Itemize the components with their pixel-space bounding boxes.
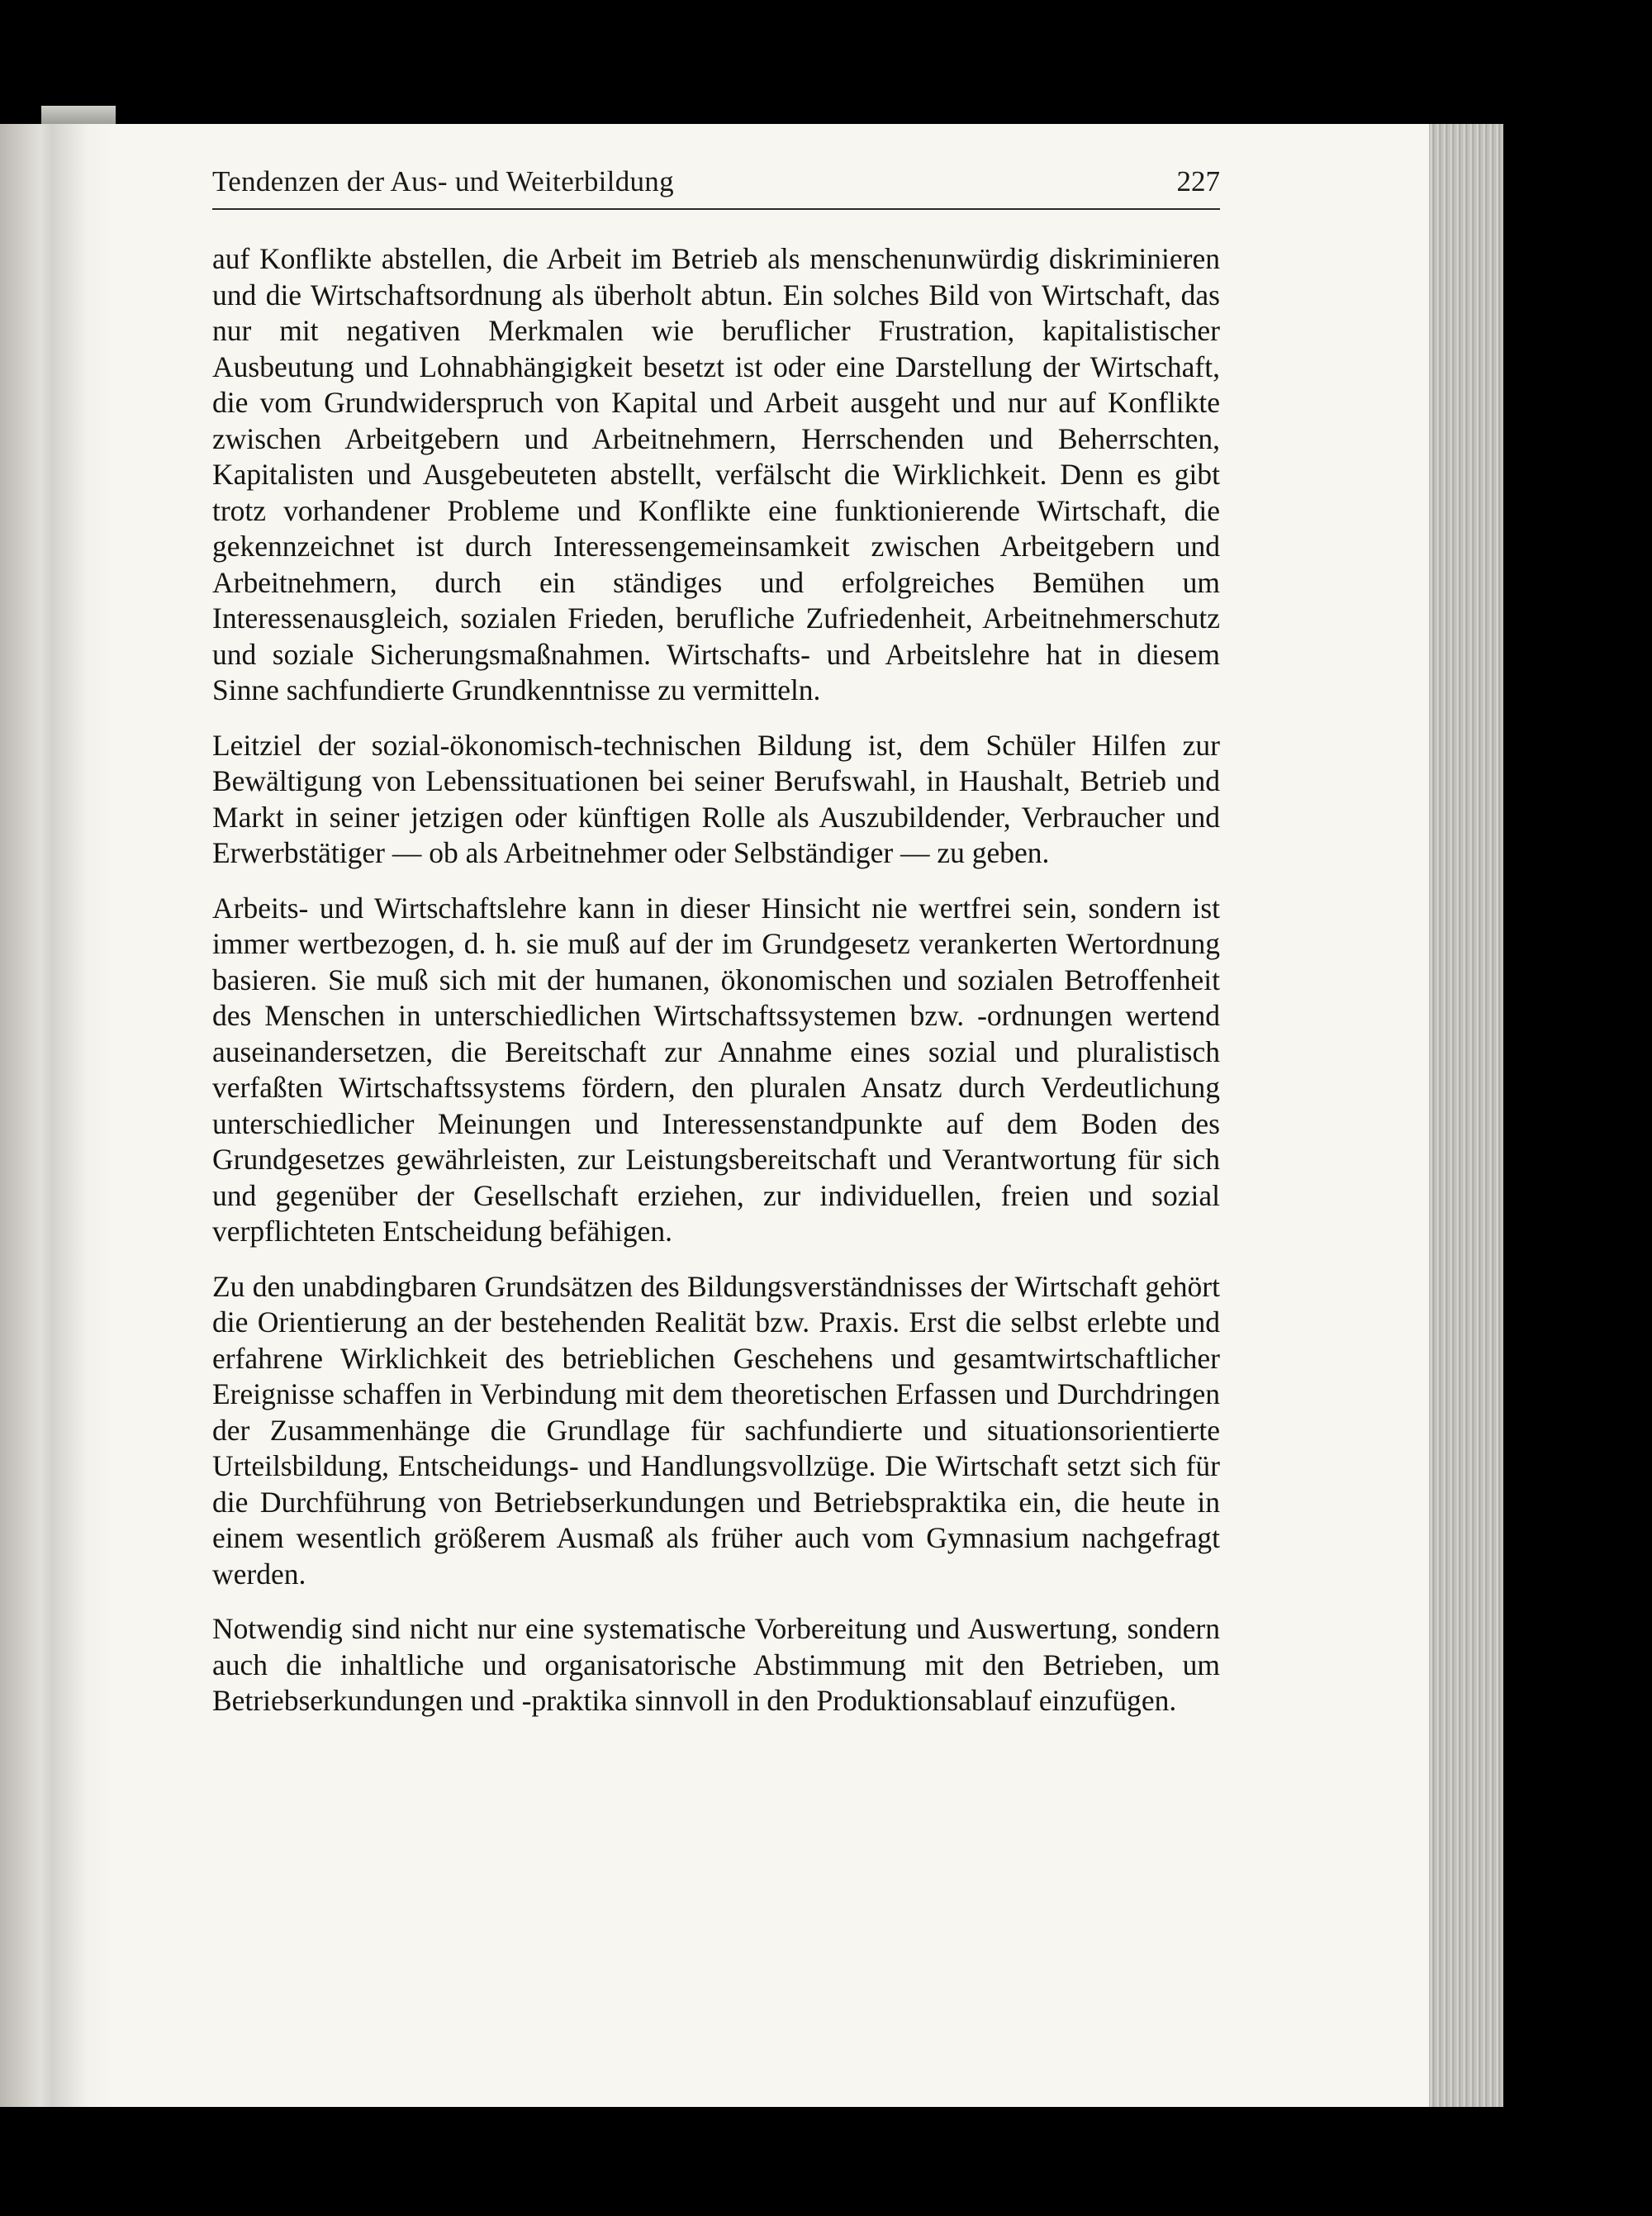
- paragraph-5: Notwendig sind nicht nur eine systematische Vorbereitung und Auswertung, sondern auch die inhaltliche und organisatorische Abstimmung mit den Betrieben, um Betriebserkundungen und -praktika sinnvoll in den Produktionsablauf einzufügen.: [212, 1612, 1220, 1717]
- running-title: Tendenzen der Aus- und Weiterbildung: [212, 165, 674, 197]
- paragraph-2: Leitziel der sozial-ökonomisch-technischen Bildung ist, dem Schüler Hilfen zur Bewältigung von Lebenssituationen bei seiner Berufswahl, in Haushalt, Betrieb und Markt in seiner jetzigen oder künftigen Rolle als Auszubildender, Verbraucher und Erwerbstätiger — ob als Arbeitnehmer oder Selbständiger — zu geben.: [212, 728, 1220, 869]
- paragraph-3: Arbeits- und Wirtschaftslehre kann in dieser Hinsicht nie wertfrei sein, sondern ist immer wertbezogen, d. h. sie muß auf der im Grundgesetz verankerten Wertordnung basieren. Sie muß sich mit der humanen, ökonomischen und sozialen Betroffenheit des Menschen in unterschiedlichen Wirtschaftssystemen bzw. -ordnungen wertend auseinandersetzen, die Bereitschaft zur Annahme eines sozial und pluralistisch verfaßten Wirtschaftssystems fördern, den pluralen Ansatz durch Verdeutlichung unterschiedlicher Meinungen und Interessenstandpunkte auf dem Boden des Grundgesetzes gewährleisten, zur Leistungsbereitschaft und Verantwortung für sich und gegenüber der Gesellschaft erziehen, zur individuellen, freien und sozial verpflichteten Entscheidung befähigen.: [212, 891, 1220, 1248]
- paragraph-1: auf Konflikte abstellen, die Arbeit im Betrieb als menschenunwürdig diskriminieren und die Wirtschaftsordnung als überholt abtun. Ein solches Bild von Wirtschaft, das nur mit negativen Merkmalen wie beruflicher Frustration, kapitalistischer Ausbeutung und Lohnabhängigkeit besetzt ist oder eine Darstellung der Wirtschaft, die vom Grundwiderspruch von Kapital und Arbeit ausgeht und nur auf Konflikte zwischen Arbeitgebern und Arbeitnehmern, Herrschenden und Beherrschten, Kapitalisten und Ausgebeuteten abstellt, verfälscht die Wirklichkeit. Denn es gibt trotz vorhandener Probleme und Konflikte eine funktionierende Wirtschaft, die gekennzeichnet ist durch Interessengemeinsamkeit zwischen Arbeitgebern und Arbeitnehmern, durch ein ständiges und erfolgreiches Bemühen um Interessenausgleich, sozialen Frieden, berufliche Zufriedenheit, Arbeitnehmerschutz und soziale Sicherungsmaßnahmen. Wirtschafts- und Arbeitslehre hat in diesem Sinne sachfundierte Grundkenntnisse zu vermitteln.: [212, 242, 1220, 706]
- page-number: 227: [1176, 165, 1220, 197]
- gutter-shadow: [0, 124, 116, 2107]
- paragraph-4: Zu den unabdingbaren Grundsätzen des Bildungsverständnisses der Wirtschaft gehört die Orientierung an der bestehenden Realität bzw. Praxis. Erst die selbst erlebte und erfahrene Wirklichkeit des betrieblichen Geschehens und gesamtwirtschaftlicher Ereignisse schaffen in Verbindung mit dem theoretischen Erfassen und Durchdringen der Zusammenhänge die Grundlage für sachfundierte und situationsorientierte Urteilsbildung, Entscheidungs- und Handlungsvollzüge. Die Wirtschaft setzt sich für die Durchführung von Betriebserkundungen und Betriebspraktika ein, die heute in einem wesentlich größerem Ausmaß als früher auch vom Gymnasium nachgefragt werden.: [212, 1269, 1220, 1591]
- page-edges: [1429, 124, 1503, 2107]
- running-header: [212, 149, 1220, 210]
- body-text: [212, 241, 1220, 1738]
